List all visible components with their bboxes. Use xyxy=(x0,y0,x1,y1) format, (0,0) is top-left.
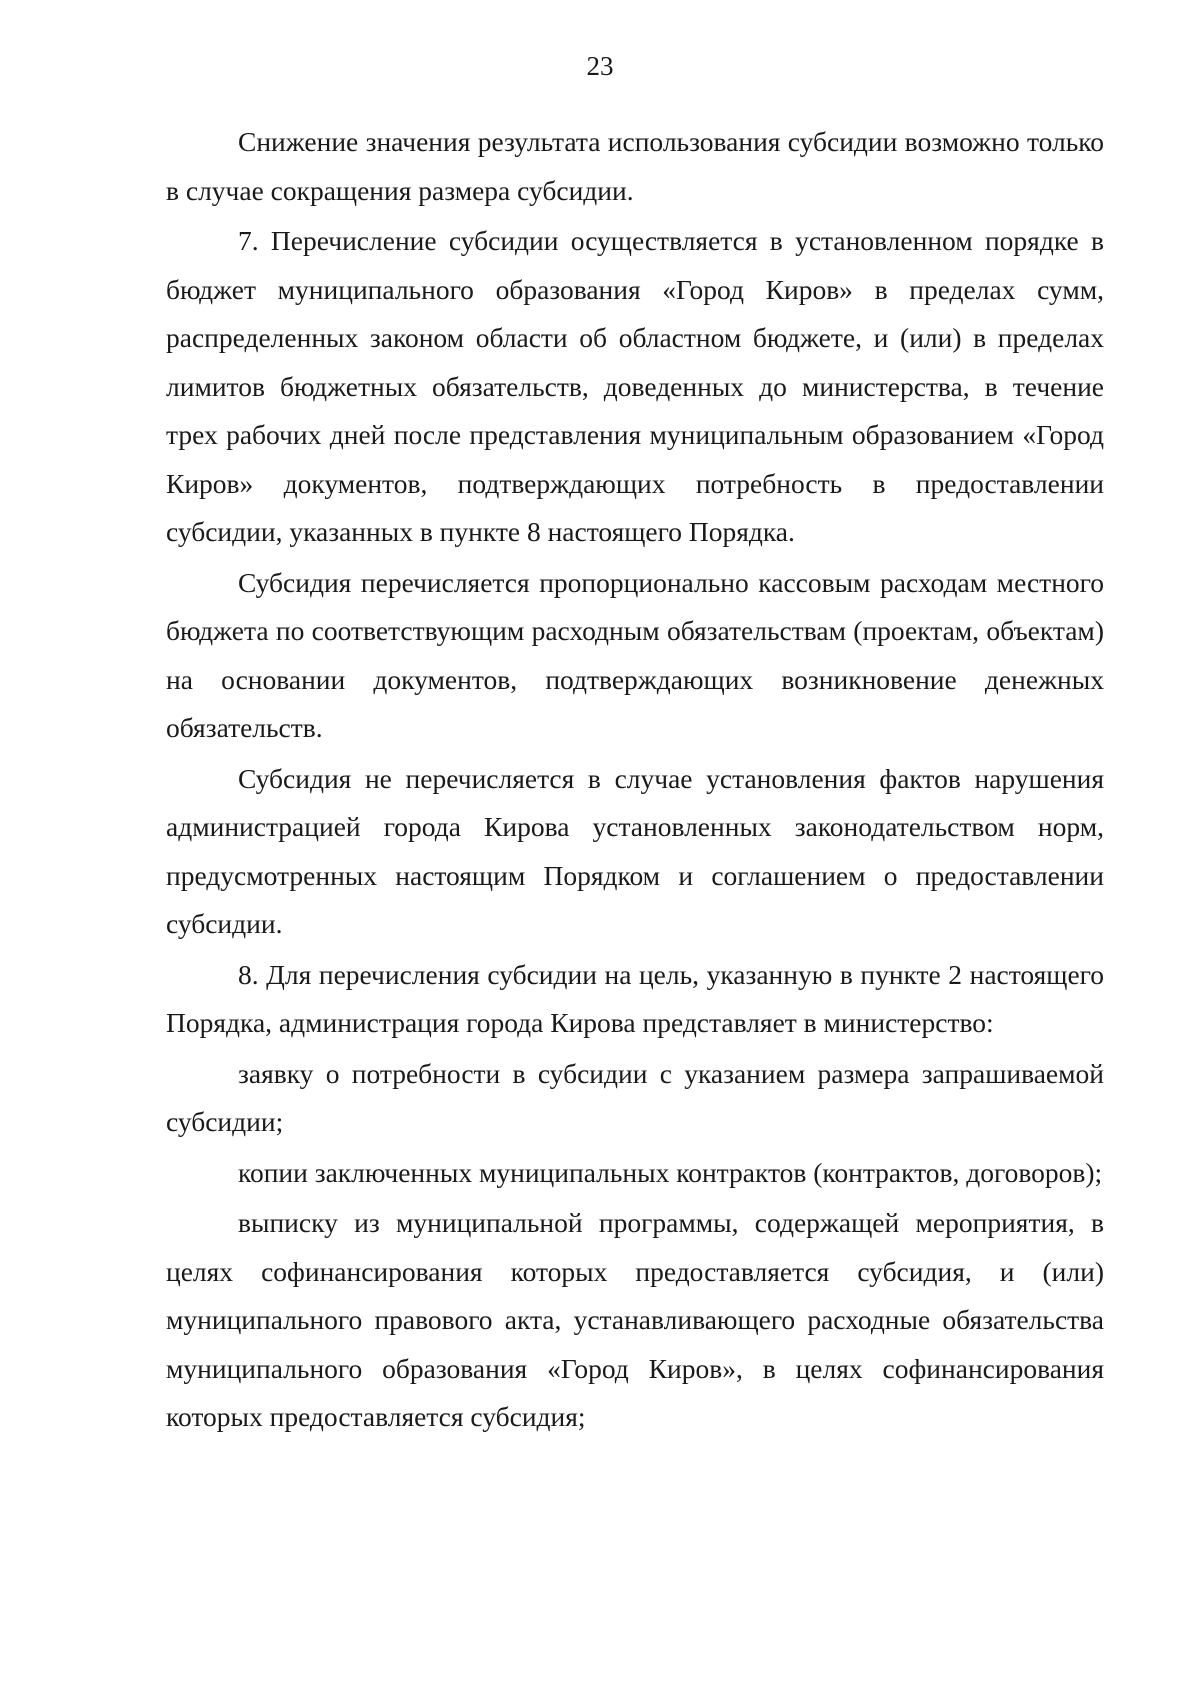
list-item-contract-copies: копии заключенных муниципальных контрактов (контрактов, договоров); xyxy=(238,1156,1103,1188)
paragraph-item-7-transfer: 7. Перечисление субсидии осуществляется в установленном порядке в бюджет муниципального образования «Город Киров» в пределах сумм, распределенных законом области об областном бюджете, и (или) в пределах лимитов бюджетных обязательств, доведенных до министерства, в течение трех рабочих дней после представления муниципальным образованием «Город Киров» документов, подтверждающих потребность в предоставлении субсидии, указанных в пункте 8 настоящего Порядка. xyxy=(166,225,1104,547)
list-item-program-extract: выписку из муниципальной программы, содержащей мероприятия, в целях софинансирования которых предоставляется субсидия, и (или) муниципального правового акта, устанавливающего расходные обязательства муниципального образования «Город Киров», в целях софинансирования которых предоставляется субсидия; xyxy=(166,1207,1104,1432)
paragraph-result-reduction: Снижение значения результата использования субсидии возможно только в случае сокращения размера субсидии. xyxy=(166,126,1104,206)
paragraph-transfer-refusal: Субсидия не перечисляется в случае установления фактов нарушения администрацией города Кирова установленных законодательством норм, предусмотренных настоящим Порядком и соглашением о предоставлении субсидии. xyxy=(166,762,1104,939)
paragraph-proportional-transfer: Субсидия перечисляется пропорционально кассовым расходам местного бюджета по соответствующим расходным обязательствам (проектам, объектам) на основании документов, подтверждающих возникновение денежных обязательств. xyxy=(166,566,1104,743)
paragraph-item-8-documents: 8. Для перечисления субсидии на цель, указанную в пункте 2 настоящего Порядка, администрация города Кирова представляет в министерство: xyxy=(166,958,1104,1038)
page-number: 23 xyxy=(586,51,614,81)
document-body xyxy=(166,118,1104,1444)
list-item-application: заявку о потребности в субсидии с указанием размера запрашиваемой субсидии; xyxy=(166,1057,1104,1137)
